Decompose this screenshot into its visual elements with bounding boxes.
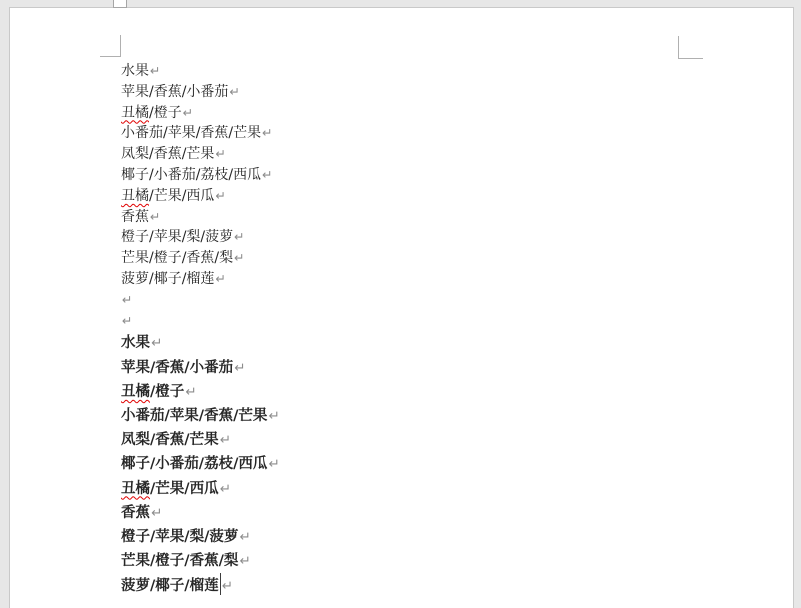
- paragraph-text: /芒果/西瓜: [149, 187, 215, 204]
- paragraph-mark-icon: ↵: [234, 229, 245, 245]
- paragraph[interactable]: [121, 452, 681, 476]
- paragraph-mark-icon: ↵: [268, 407, 280, 424]
- paragraph-mark-icon: ↵: [215, 270, 226, 286]
- paragraph-mark-icon: ↵: [185, 383, 197, 400]
- paragraph-text: /橙子: [150, 383, 185, 400]
- paragraph-mark-icon: ↵: [221, 578, 233, 595]
- paragraph[interactable]: [121, 82, 681, 103]
- paragraph-mark-icon: ↵: [151, 504, 163, 521]
- paragraph-text: 香蕉: [121, 208, 149, 225]
- paragraph-mark-icon: ↵: [150, 208, 161, 224]
- paragraph-text: /橙子: [149, 104, 182, 121]
- text-section-bold: [121, 331, 681, 598]
- paragraph[interactable]: [121, 165, 681, 186]
- paragraph-text: 凤梨/香蕉/芒果: [121, 432, 219, 449]
- document-text-area[interactable]: [121, 61, 681, 599]
- paragraph-mark-icon: ↵: [182, 104, 194, 120]
- paragraph-mark-icon: ↵: [150, 63, 161, 78]
- paragraph[interactable]: [121, 477, 681, 501]
- paragraph[interactable]: [121, 404, 681, 428]
- text-cursor: [220, 573, 221, 595]
- paragraph-mark-icon: ↵: [234, 250, 245, 266]
- paragraph-mark-icon: ↵: [268, 456, 280, 473]
- paragraph[interactable]: [121, 248, 681, 269]
- paragraph[interactable]: [121, 269, 681, 290]
- paragraph[interactable]: [121, 331, 681, 355]
- paragraph-text: 菠萝/椰子/榴莲: [121, 270, 215, 287]
- paragraph-mark-icon: ↵: [122, 291, 133, 307]
- paragraph-mark-icon: ↵: [215, 146, 226, 162]
- paragraph-mark-icon: ↵: [151, 335, 163, 352]
- paragraph-text: 橙子/苹果/梨/菠萝: [121, 229, 234, 246]
- paragraph-text: 苹果/香蕉/小番茄: [121, 359, 234, 376]
- margin-crop-mark-right: [678, 36, 703, 59]
- paragraph-mark-icon: ↵: [229, 83, 240, 99]
- paragraph-mark-icon: ↵: [219, 432, 231, 449]
- paragraph-mark-icon: ↵: [219, 480, 231, 497]
- paragraph-text: 菠萝/椰子/榴莲: [121, 578, 219, 595]
- paragraph-text: 凤梨/香蕉/芒果: [121, 146, 215, 163]
- paragraph-mark-icon: ↵: [215, 187, 226, 203]
- paragraph[interactable]: [121, 144, 681, 165]
- paragraph-text: 椰子/小番茄/荔枝/西瓜: [121, 166, 262, 183]
- paragraph[interactable]: [121, 549, 681, 573]
- misspelled-word[interactable]: 丑橘: [121, 480, 150, 497]
- paragraph[interactable]: [121, 123, 681, 144]
- misspelled-word[interactable]: 丑橘: [121, 187, 149, 204]
- paragraph[interactable]: [121, 311, 681, 332]
- paragraph[interactable]: [121, 573, 681, 598]
- paragraph[interactable]: [121, 501, 681, 525]
- paragraph[interactable]: [121, 290, 681, 311]
- paragraph-text: 芒果/橙子/香蕉/梨: [121, 553, 239, 570]
- page-gap-marker: [113, 0, 127, 8]
- misspelled-word[interactable]: 丑橘: [121, 104, 149, 121]
- paragraph-mark-icon: ↵: [262, 125, 273, 141]
- paragraph-mark-icon: ↵: [239, 528, 251, 545]
- misspelled-word[interactable]: 丑橘: [121, 383, 150, 400]
- paragraph[interactable]: [121, 103, 681, 124]
- margin-crop-mark-left: [100, 35, 121, 57]
- paragraph[interactable]: [121, 207, 681, 228]
- paragraph-text: 水果: [121, 63, 149, 79]
- paragraph-mark-icon: ↵: [239, 553, 251, 570]
- paragraph[interactable]: [121, 380, 681, 404]
- text-section-regular: [121, 61, 681, 331]
- paragraph-text: 水果: [121, 335, 150, 352]
- paragraph[interactable]: [121, 186, 681, 207]
- paragraph[interactable]: [121, 227, 681, 248]
- paragraph-mark-icon: ↵: [262, 166, 273, 182]
- paragraph-text: 椰子/小番茄/荔枝/西瓜: [121, 456, 268, 473]
- paragraph-text: 芒果/橙子/香蕉/梨: [121, 250, 234, 267]
- paragraph-text: 苹果/香蕉/小番茄: [121, 83, 229, 100]
- paragraph[interactable]: [121, 428, 681, 452]
- paragraph[interactable]: [121, 525, 681, 549]
- paragraph-text: /芒果/西瓜: [150, 480, 219, 497]
- paragraph-text: 橙子/苹果/梨/菠萝: [121, 528, 239, 545]
- paragraph-text: 小番茄/苹果/香蕉/芒果: [121, 125, 262, 142]
- paragraph-mark-icon: ↵: [122, 312, 133, 328]
- paragraph[interactable]: [121, 61, 681, 82]
- paragraph-text: 香蕉: [121, 504, 150, 521]
- paragraph-mark-icon: ↵: [234, 359, 246, 376]
- paragraph[interactable]: [121, 356, 681, 380]
- paragraph-text: 小番茄/苹果/香蕉/芒果: [121, 407, 268, 424]
